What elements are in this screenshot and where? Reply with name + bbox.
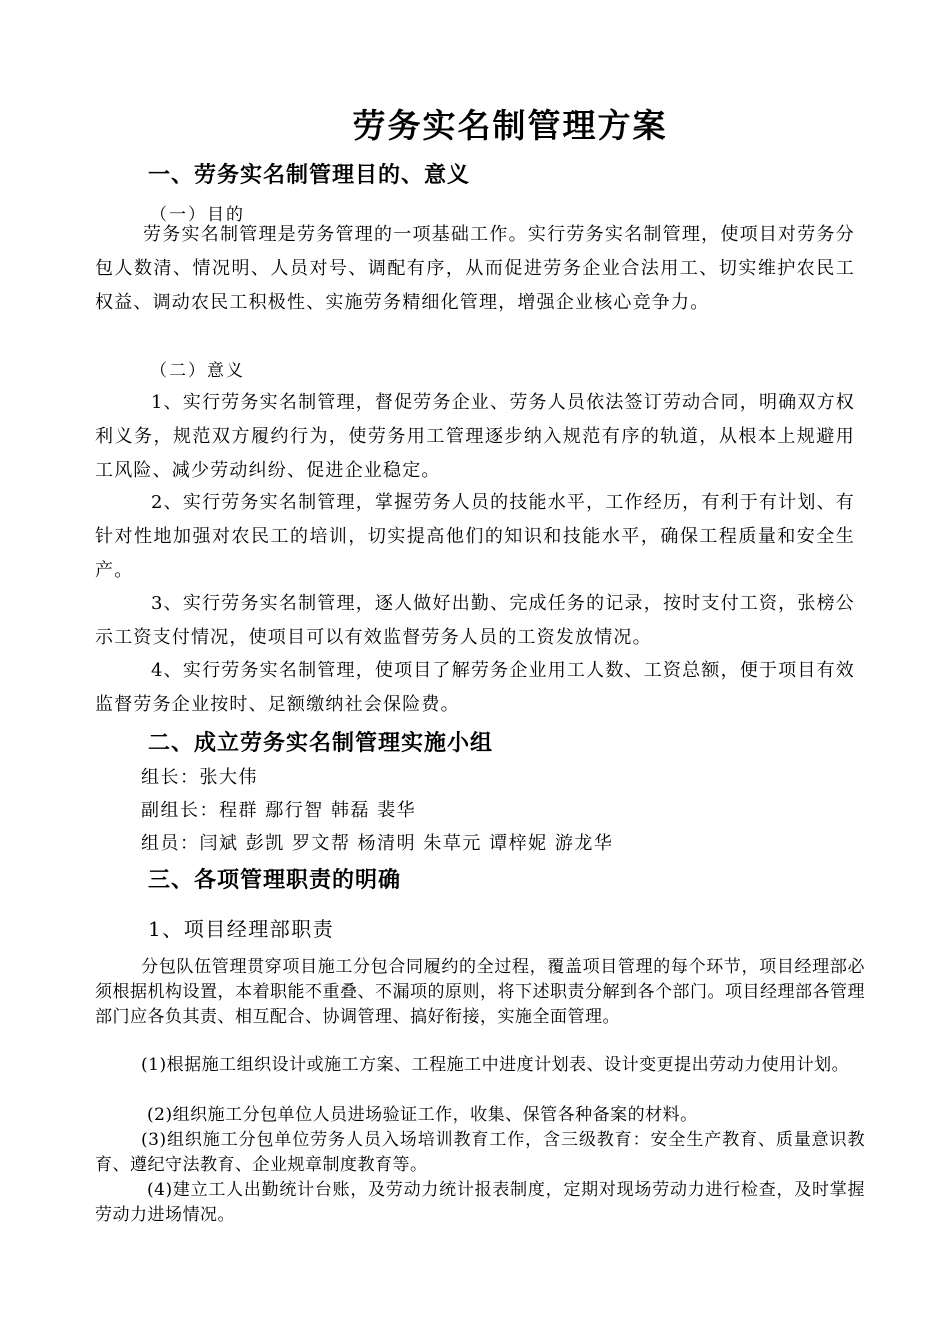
duty-item-3: (3)组织施工分包单位劳务人员入场培训教育工作，含三级教育：安全生产教育、质量意识教育、遵纪守法教育、企业规章制度教育等。 bbox=[95, 1130, 865, 1175]
meaning-label: （二）意义 bbox=[150, 361, 245, 381]
subsection-project-dept: 1、项目经理部职责 bbox=[148, 917, 335, 941]
duties-intro: 分包队伍管理贯穿项目施工分包合同履约的全过程，覆盖项目管理的每个环节，项目经理部必须根据机构设置，本着职能不重叠、不漏项的原则，将下述职责分解到各个部门。项目经理部各管理部门应各负其责、相互配合、协调管理、搞好衔接，实施全面管理。 bbox=[95, 957, 865, 1027]
purpose-paragraph: 劳务实名制管理是劳务管理的一项基础工作。实行劳务实名制管理，使项目对劳务分包人数清、情况明、人员对号、调配有序，从而促进劳务企业合法用工、切实维护农民工权益、调动农民工积极性、实施劳务精细化管理，增强企业核心竞争力。 bbox=[95, 224, 855, 313]
meaning-item-1: 1、实行劳务实名制管理，督促劳务企业、劳务人员依法签订劳动合同，明确双方权利义务，规范双方履约行为，使劳务用工管理逐步纳入规范有序的轨道，从根本上规避用工风险、减少劳动纠纷、促进企业稳定。 bbox=[95, 392, 855, 481]
section-2-heading: 二、成立劳务实名制管理实施小组 bbox=[148, 731, 494, 756]
page-title: 劳务实名制管理方案 bbox=[352, 106, 668, 145]
duty-item-4: (4)建立工人出勤统计台账，及劳动力统计报表制度，定期对现场劳动力进行检查，及时掌握劳动力进场情况。 bbox=[95, 1180, 865, 1225]
meaning-item-4: 4、实行劳务实名制管理，使项目了解劳务企业用工人数、工资总额，便于项目有效监督劳务企业按时、足额缴纳社会保险费。 bbox=[95, 660, 855, 715]
duty-item-2: (2)组织施工分包单位人员进场验证工作，收集、保管各种备案的材料。 bbox=[147, 1105, 698, 1125]
duty-item-1: (1)根据施工组织设计或施工方案、工程施工中进度计划表、设计变更提出劳动力使用计划。 bbox=[141, 1055, 850, 1075]
purpose-label: （一）目的 bbox=[150, 205, 245, 225]
group-members: 组员：闫斌 彭凯 罗文帮 杨清明 朱草元 谭梓妮 游龙华 bbox=[141, 833, 614, 854]
meaning-item-3: 3、实行劳务实名制管理，逐人做好出勤、完成任务的记录，按时支付工资，张榜公示工资支付情况，使项目可以有效监督劳务人员的工资发放情况。 bbox=[95, 593, 855, 648]
section-3-heading: 三、各项管理职责的明确 bbox=[148, 868, 402, 893]
section-1-heading: 一、劳务实名制管理目的、意义 bbox=[148, 163, 471, 188]
group-leader: 组长：张大伟 bbox=[141, 767, 258, 788]
vice-leaders: 副组长：程群 鄢行智 韩磊 裴华 bbox=[141, 800, 417, 821]
meaning-item-2: 2、实行劳务实名制管理，掌握劳务人员的技能水平，工作经历，有利于有计划、有针对性地加强对农民工的培训，切实提高他们的知识和技能水平，确保工程质量和安全生产。 bbox=[95, 492, 855, 581]
